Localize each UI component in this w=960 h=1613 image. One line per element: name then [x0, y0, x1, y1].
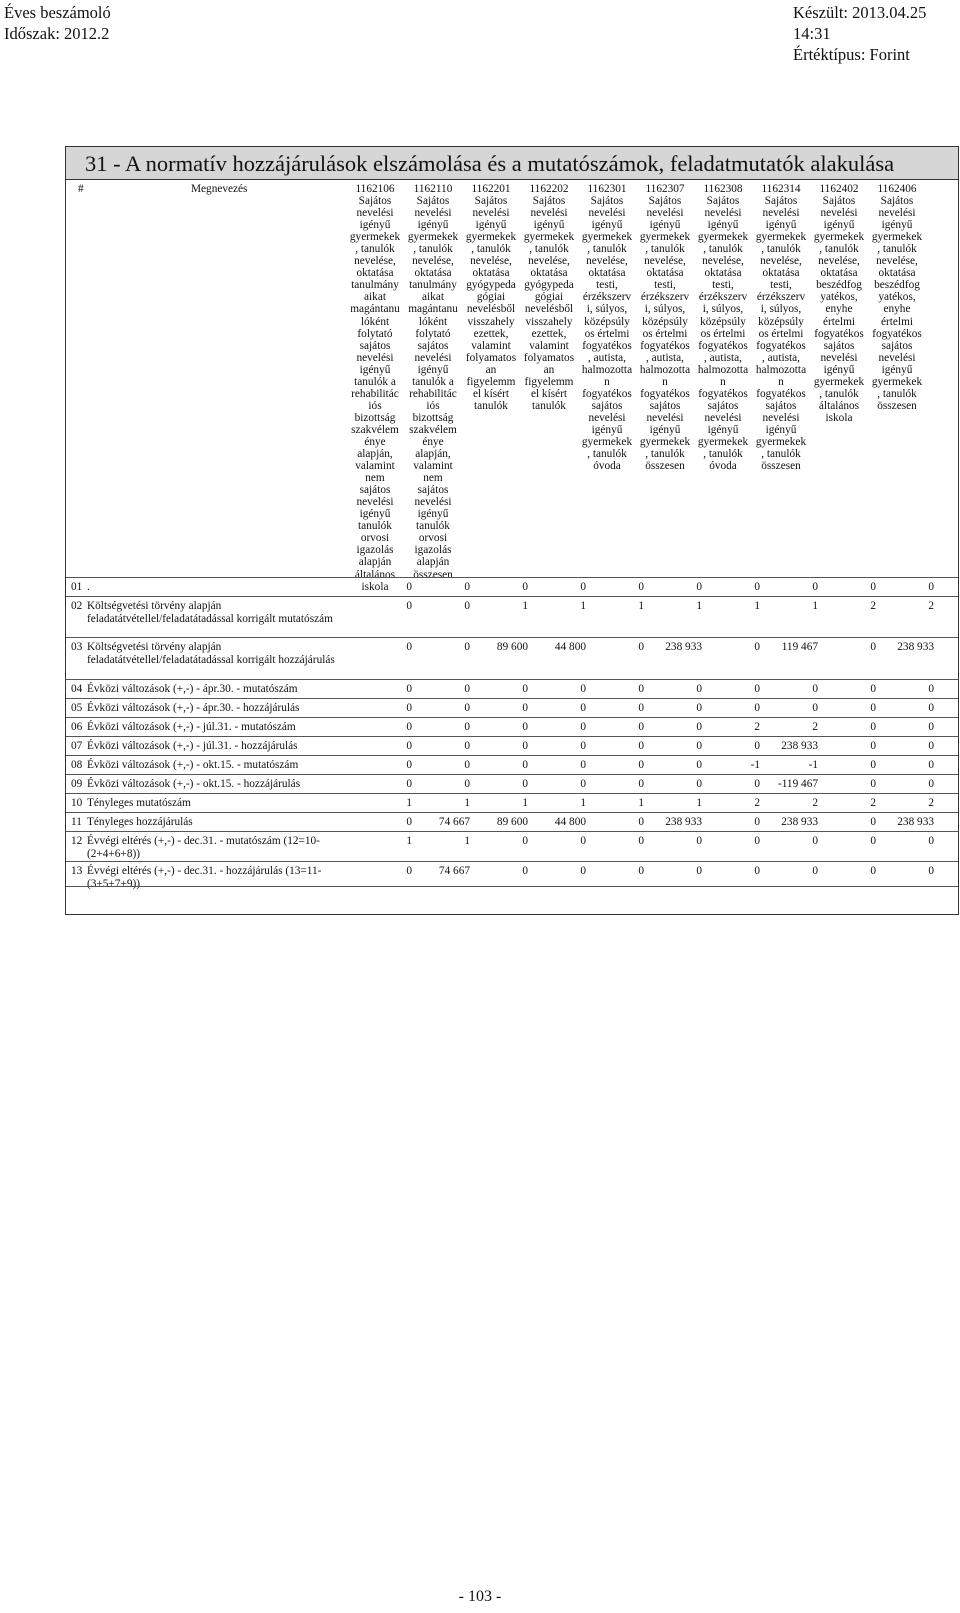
table-cell: 0	[464, 702, 470, 714]
table-cell: 1	[580, 600, 586, 612]
row-number-header: #	[78, 183, 84, 195]
table-cell: 1	[522, 600, 528, 612]
table-cell: 0	[464, 683, 470, 695]
column-header: 1162402 Sajátos nevelési igényű gyermekek , tanulók nevelése, oktatása beszédfog yatékos, enyhe értelmi fogyatékos sajátos nevelési igényű gyermekek , tanulók általános iskola	[813, 183, 865, 424]
table-cell: 1	[406, 797, 412, 809]
row-number: 11	[71, 816, 82, 828]
table-cell: 89 600	[496, 816, 528, 828]
table-cell: 0	[638, 702, 644, 714]
table-cell: 0	[522, 865, 528, 877]
row-number: 04	[71, 683, 83, 695]
table-cell: 0	[928, 759, 934, 771]
table-row	[66, 736, 958, 755]
table-cell: 0	[406, 641, 412, 653]
column-header: 1162314 Sajátos nevelési igényű gyermekek , tanulók nevelése, oktatása testi, érzékszerv i, súlyos, középsúly os értelmi fogyatékos , autista, halmozotta n fogyatékos sajátos nevelési igényű gyermekek , tanulók összesen	[755, 183, 807, 473]
table-cell: 0	[928, 778, 934, 790]
table-cell: 0	[638, 641, 644, 653]
table-cell: 0	[638, 816, 644, 828]
table-cell: 0	[406, 865, 412, 877]
table-cell: 0	[812, 835, 818, 847]
table-cell: 0	[812, 702, 818, 714]
table-cell: 0	[464, 641, 470, 653]
table-cell: 0	[522, 721, 528, 733]
row-label: Évközi változások (+,-) - okt.15. - mutatószám	[87, 759, 299, 771]
table-cell: 0	[696, 759, 702, 771]
table-cell: 0	[406, 816, 412, 828]
column-header: 1162202 Sajátos nevelési igényű gyermekek , tanulók nevelése, oktatása gyógypeda gógiai nevelésből visszahely ezettek, valamint folyamatos an figyelemm el kísért tanulók	[523, 183, 575, 412]
table-row	[66, 793, 958, 812]
table-cell: 0	[522, 702, 528, 714]
table-cell: 0	[870, 865, 876, 877]
table-cell: 238 933	[781, 816, 818, 828]
table-cell: 0	[638, 835, 644, 847]
table-cell: 0	[522, 759, 528, 771]
table-cell: 74 667	[438, 865, 470, 877]
report-created: Készült: 2013.04.25 14:31	[793, 3, 927, 43]
table-cell: 0	[870, 816, 876, 828]
row-label: Évvégi eltérés (+,-) - dec.31. - hozzájárulás (13=11-(3+5+7+9))	[87, 865, 322, 890]
table-cell: 0	[928, 721, 934, 733]
table-cell: 0	[406, 581, 412, 593]
table-cell: 0	[870, 702, 876, 714]
table-cell: 0	[928, 740, 934, 752]
table-cell: 2	[928, 797, 934, 809]
column-header: 1162110 Sajátos nevelési igényű gyermekek , tanulók nevelése, oktatása tanulmány aikat magántanu lóként folytató sajátos nevelési igényű tanulók a rehabilitác iós bizottság szakvélem énye alapján, valamint nem sajátos nevelési igényű tanulók orvosi igazolás alapján összesen	[407, 183, 459, 581]
table-row	[66, 596, 958, 637]
table-cell: 1	[638, 600, 644, 612]
table-bottom-rule	[66, 886, 958, 887]
table-cell: 0	[812, 683, 818, 695]
table-cell: 1	[464, 797, 470, 809]
table-cell: 74 667	[438, 816, 470, 828]
row-number: 10	[71, 797, 83, 809]
table-cell: 0	[928, 835, 934, 847]
row-label: Évközi változások (+,-) - okt.15. - hozzájárulás	[87, 778, 301, 790]
table-cell: 0	[754, 865, 760, 877]
table-cell: 0	[696, 865, 702, 877]
row-label: .	[87, 581, 90, 593]
table-cell: 0	[754, 816, 760, 828]
column-header: 1162106 Sajátos nevelési igényű gyermekek , tanulók nevelése, oktatása tanulmány aikat magántanu lóként folytató sajátos nevelési igényű tanulók a rehabilitác iós bizottság szakvélem énye alapján, valamint nem sajátos nevelési igényű tanulók orvosi igazolás alapján általános iskola	[349, 183, 401, 593]
table-cell: 0	[928, 865, 934, 877]
table-cell: -119 467	[777, 778, 818, 790]
report-table	[65, 146, 959, 915]
table-cell: 0	[580, 778, 586, 790]
row-label: Tényleges mutatószám	[87, 797, 191, 809]
table-cell: 0	[754, 778, 760, 790]
table-row	[66, 698, 958, 717]
table-cell: 0	[754, 740, 760, 752]
column-header: 1162307 Sajátos nevelési igényű gyermekek , tanulók nevelése, oktatása testi, érzékszerv i, súlyos, középsúly os értelmi fogyatékos , autista, halmozotta n fogyatékos sajátos nevelési igényű gyermekek , tanulók összesen	[639, 183, 691, 473]
table-row	[66, 577, 958, 596]
table-cell: 0	[580, 581, 586, 593]
table-cell: 1	[522, 797, 528, 809]
table-cell: 0	[580, 759, 586, 771]
table-cell: 0	[696, 683, 702, 695]
table-title-band	[66, 147, 958, 180]
table-cell: 2	[812, 797, 818, 809]
column-header: 1162301 Sajátos nevelési igényű gyermekek , tanulók nevelése, oktatása testi, érzékszerv i, súlyos, középsúly os értelmi fogyatékos , autista, halmozotta n fogyatékos sajátos nevelési igényű gyermekek , tanulók óvoda	[581, 183, 633, 473]
table-cell: 0	[580, 835, 586, 847]
table-cell: 2	[812, 721, 818, 733]
table-row	[66, 637, 958, 679]
table-cell: 1	[406, 835, 412, 847]
row-label: Évközi változások (+,-) - ápr.30. - hozzájárulás	[87, 702, 300, 714]
table-cell: 0	[464, 778, 470, 790]
table-cell: 1	[696, 600, 702, 612]
table-cell: 0	[696, 740, 702, 752]
table-cell: 44 800	[554, 641, 586, 653]
table-cell: 0	[406, 702, 412, 714]
table-cell: 0	[696, 778, 702, 790]
table-cell: 0	[406, 740, 412, 752]
table-cell: 0	[754, 581, 760, 593]
row-number: 02	[71, 600, 83, 612]
name-column-header: Megnevezés	[191, 183, 248, 195]
table-cell: 0	[754, 641, 760, 653]
row-label: Költségvetési törvény alapján feladatátvétellel/feladatátadással korrigált mutatószám	[87, 600, 333, 625]
table-row	[66, 717, 958, 736]
table-cell: 0	[464, 581, 470, 593]
table-cell: 0	[638, 759, 644, 771]
table-cell: 0	[580, 865, 586, 877]
table-cell: 0	[696, 835, 702, 847]
table-cell: 0	[406, 759, 412, 771]
row-number: 09	[71, 778, 83, 790]
report-header-left	[4, 2, 111, 44]
table-cell: 0	[522, 835, 528, 847]
table-cell: 0	[696, 581, 702, 593]
table-cell: 0	[406, 721, 412, 733]
table-cell: 0	[464, 759, 470, 771]
table-cell: 0	[464, 721, 470, 733]
row-label: Évvégi eltérés (+,-) - dec.31. - mutatószám (12=10-(2+4+6+8))	[87, 835, 320, 860]
table-cell: 0	[870, 581, 876, 593]
table-cell: 0	[580, 740, 586, 752]
row-number: 03	[71, 641, 83, 653]
table-cell: 0	[696, 702, 702, 714]
table-cell: 0	[754, 702, 760, 714]
table-cell: 0	[870, 721, 876, 733]
row-label: Évközi változások (+,-) - ápr.30. - mutatószám	[87, 683, 298, 695]
table-cell: 0	[522, 778, 528, 790]
table-cell: 1	[638, 797, 644, 809]
table-row	[66, 861, 958, 890]
table-cell: 238 933	[897, 641, 934, 653]
table-cell: 0	[870, 835, 876, 847]
table-cell: 0	[870, 641, 876, 653]
row-label: Évközi változások (+,-) - júl.31. - hozzájárulás	[87, 740, 298, 752]
table-cell: 1	[464, 835, 470, 847]
table-cell: 0	[638, 865, 644, 877]
report-value-type: Értéktípus: Forint	[793, 45, 910, 64]
table-cell: 0	[406, 778, 412, 790]
table-row	[66, 774, 958, 793]
row-label: Tényleges hozzájárulás	[87, 816, 193, 828]
row-number: 06	[71, 721, 83, 733]
table-cell: 0	[522, 581, 528, 593]
table-cell: 0	[812, 581, 818, 593]
table-cell: 0	[638, 721, 644, 733]
table-cell: 0	[638, 683, 644, 695]
column-header: 1162308 Sajátos nevelési igényű gyermekek , tanulók nevelése, oktatása testi, érzékszerv i, súlyos, középsúly os értelmi fogyatékos , autista, halmozotta n fogyatékos sajátos nevelési igényű gyermekek , tanulók óvoda	[697, 183, 749, 473]
table-cell: 0	[870, 778, 876, 790]
table-cell: 0	[928, 581, 934, 593]
table-cell: 44 800	[554, 816, 586, 828]
table-cell: 2	[928, 600, 934, 612]
table-title: 31 - A normatív hozzájárulások elszámolása és a mutatószámok, feladatmutatók alakulása	[85, 151, 895, 176]
table-cell: 2	[870, 600, 876, 612]
report-period: Időszak: 2012.2	[4, 24, 110, 43]
row-number: 12	[71, 835, 83, 847]
table-cell: 0	[928, 702, 934, 714]
table-row	[66, 831, 958, 861]
report-header-right	[793, 2, 960, 65]
table-cell: 89 600	[496, 641, 528, 653]
table-cell: 1	[812, 600, 818, 612]
table-cell: -1	[750, 759, 760, 771]
row-label: Évközi változások (+,-) - júl.31. - mutatószám	[87, 721, 296, 733]
table-cell: 0	[870, 759, 876, 771]
table-cell: 0	[580, 721, 586, 733]
table-cell: 0	[580, 702, 586, 714]
table-cell: 238 933	[897, 816, 934, 828]
row-number: 07	[71, 740, 83, 752]
column-header: 1162406 Sajátos nevelési igényű gyermekek , tanulók nevelése, oktatása beszédfog yatékos, enyhe értelmi fogyatékos sajátos nevelési igényű gyermekek , tanulók összesen	[871, 183, 923, 412]
table-cell: 0	[812, 865, 818, 877]
row-number: 08	[71, 759, 83, 771]
row-number: 13	[71, 865, 83, 877]
table-cell: 1	[580, 797, 586, 809]
table-cell: 0	[406, 683, 412, 695]
table-cell: 2	[754, 721, 760, 733]
table-cell: 0	[638, 581, 644, 593]
row-label: Költségvetési törvény alapján feladatátvétellel/feladatátadással korrigált hozzájárulás	[87, 641, 335, 666]
table-cell: 0	[464, 740, 470, 752]
table-cell: 0	[406, 600, 412, 612]
table-cell: 238 933	[665, 641, 702, 653]
table-cell: 0	[638, 778, 644, 790]
table-cell: 0	[928, 683, 934, 695]
page-number: - 103 -	[458, 1588, 502, 1605]
table-cell: 0	[870, 740, 876, 752]
table-cell: 2	[870, 797, 876, 809]
table-row	[66, 812, 958, 831]
column-header: 1162201 Sajátos nevelési igényű gyermekek , tanulók nevelése, oktatása gyógypeda gógiai nevelésből visszahely ezettek, valamint folyamatos an figyelemm el kísért tanulók	[465, 183, 517, 412]
table-cell: 0	[754, 683, 760, 695]
row-number: 01	[71, 581, 83, 593]
table-cell: 119 467	[781, 641, 818, 653]
report-type: Éves beszámoló	[4, 3, 111, 22]
table-cell: 0	[522, 740, 528, 752]
table-cell: 0	[696, 721, 702, 733]
table-cell: 238 933	[781, 740, 818, 752]
table-cell: 1	[696, 797, 702, 809]
table-cell: 0	[638, 740, 644, 752]
table-cell: 0	[522, 683, 528, 695]
table-cell: 0	[580, 683, 586, 695]
table-cell: 0	[464, 600, 470, 612]
table-cell: 2	[754, 797, 760, 809]
table-row	[66, 755, 958, 774]
table-cell: 0	[754, 835, 760, 847]
table-cell: -1	[808, 759, 818, 771]
table-row	[66, 679, 958, 698]
table-cell: 0	[870, 683, 876, 695]
table-cell: 238 933	[665, 816, 702, 828]
row-number: 05	[71, 702, 83, 714]
table-cell: 1	[754, 600, 760, 612]
